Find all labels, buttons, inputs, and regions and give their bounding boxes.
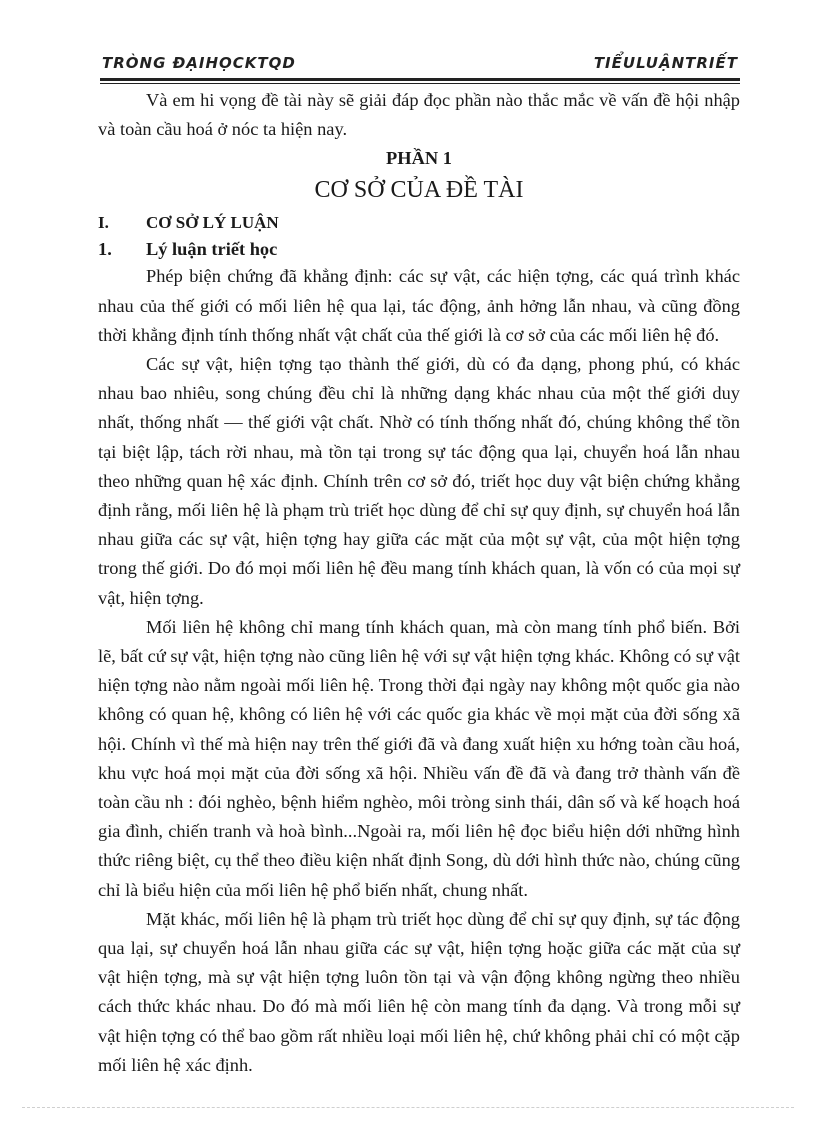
section-title: CƠ SỞ LÝ LUẬN bbox=[146, 213, 279, 233]
section-heading bbox=[98, 210, 740, 236]
body-paragraph-4: Mặt khác, mối liên hệ là phạm trù triết học dùng để chỉ sự quy định, sự tác động qua lại, sự chuyển hoá lẫn nhau giữa các sự vật, hiện tợng hoặc giữa các mặt của sự vật hiện tợng, mà sự vật hiện tợng luôn tồn tại và vận động không ngừng theo nhiều cách thức khác nhau. Do đó mà mối liên hệ còn mang tính đa dạng. Và trong mỗi sự vật hiện tợng có thể bao gồm rất nhiều loại mối liên hệ, chứ không phải chỉ có một cặp mối liên hệ xác định. bbox=[98, 908, 740, 1075]
intro-paragraph: Và em hi vọng đề tài này sẽ giải đáp đọc phần nào thắc mắc về vấn đề hội nhập và toàn cầu hoá ở nóc ta hiện nay. bbox=[98, 90, 740, 140]
header-school-name: TRÒNG ĐẠIHỌCKTQD bbox=[102, 54, 296, 72]
document-body bbox=[98, 86, 740, 1080]
part-title: CƠ SỞ CỦA ĐỀ TÀI bbox=[314, 177, 524, 204]
body-paragraph-3: Mối liên hệ không chỉ mang tính khách quan, mà còn mang tính phổ biến. Bởi lẽ, bất cứ sự vật, hiện tợng nào cũng liên hệ với sự vật hiện tợng khác. Không có sự vật hiện tợng nào nằm ngoài mối liên hệ. Trong thời đại ngày nay không một quốc gia nào không có quan hệ, không có liên hệ với các quốc gia khác về mọi mặt của đời sống xã hội. Chính vì thế mà hiện nay trên thế giới đã và đang xuất hiện xu hớng toàn cầu hoá, khu vực hoá mọi mặt của đời sống xã hội. Nhiều vấn đề đã và đang trở thành vấn đề toàn cầu nh : đói nghèo, bệnh hiểm nghèo, môi tròng sinh thái, dân số và kế hoạch hoá gia đình, chiến tranh và hoà bình...Ngoài ra, mối liên hệ đọc biểu hiện dới những hình thức riêng biệt, cụ thể theo điều kiện nhất định Song, dù dới hình thức nào, chúng cũng chỉ là biểu hiện của mối liên hệ phổ biến nhất, chung nhất. bbox=[98, 616, 740, 900]
footer-divider bbox=[22, 1107, 794, 1108]
body-paragraph-2: Các sự vật, hiện tợng tạo thành thế giới, dù có đa dạng, phong phú, có khác nhau bao nhiêu, song chúng đều chỉ là những dạng khác nhau của một thế giới duy nhất, thống nhất — thế giới vật chất. Nhờ có tính thống nhất đó, chúng không thể tồn tại biệt lập, tách rời nhau, mà tồn tại trong sự tác động qua lại, chuyển hoá lẫn nhau theo những quan hệ xác định. Chính trên cơ sở đó, triết học duy vật biện chứng khẳng định rằng, mối liên hệ là phạm trù triết học dùng để chỉ sự quy định, sự chuyển hoá lẫn nhau giữa các sự vật, hiện tợng hay giữa các mặt của một sự vật, của một hiện tợng trong thế giới. Do đó mọi mối liên hệ đều mang tính khách quan, là vốn có của mọi sự vật, hiện tợng. bbox=[98, 354, 740, 608]
header-document-type: TIỂULUẬNTRIẾT bbox=[593, 54, 738, 72]
page-header bbox=[100, 54, 740, 78]
body-paragraph-1: Phép biện chứng đã khẳng định: các sự vật, các hiện tợng, các quá trình khác nhau của thế giới có mối liên hệ qua lại, tác động, ảnh hởng lẫn nhau, và cũng đồng thời khẳng định tính thống nhất vật chất của thế giới là cơ sở của các mối liên hệ đó. bbox=[98, 266, 740, 345]
part-label: PHẦN 1 bbox=[386, 148, 452, 169]
section-number: I. bbox=[98, 213, 109, 233]
subsection-title: Lý luận triết học bbox=[146, 239, 278, 260]
subsection-number: 1. bbox=[98, 239, 112, 260]
subsection-heading bbox=[98, 236, 740, 262]
header-divider bbox=[100, 78, 740, 84]
